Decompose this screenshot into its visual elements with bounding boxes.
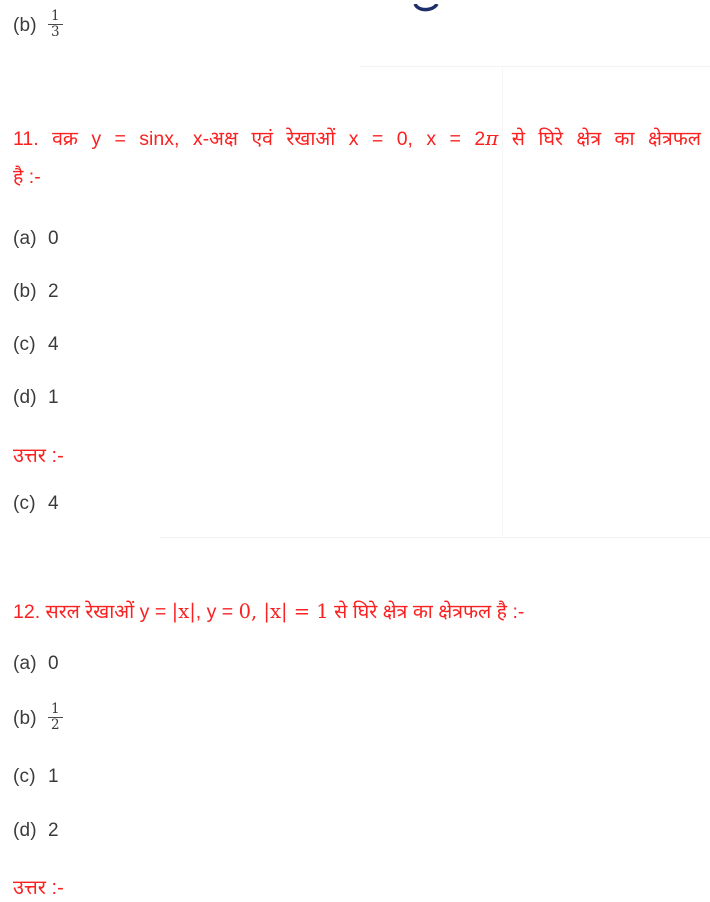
option-label: (d): [13, 820, 37, 841]
option-row-11d: [13, 387, 59, 409]
question-11-text-line2: है :-: [13, 166, 41, 188]
fraction-denominator: 2: [48, 717, 63, 733]
fraction-numerator: 1: [51, 8, 60, 24]
option-value: 0: [48, 228, 59, 249]
fraction-numerator: 1: [51, 701, 60, 717]
previous-answer-row: [13, 10, 63, 41]
option-value: 1: [48, 766, 59, 787]
question-12-seg1: 12. सरल रेखाओं y =: [13, 601, 172, 623]
question-11-seg2: से घिरे क्षेत्र का क्षेत्रफल: [498, 128, 701, 150]
option-label: (a): [13, 653, 37, 674]
option-row-11a: [13, 228, 59, 250]
option-row-12d: [13, 820, 59, 842]
option-value: 2: [48, 820, 59, 841]
fraction: [48, 9, 63, 40]
option-label: (c): [13, 334, 36, 355]
option-row-12b: [13, 703, 63, 734]
question-12-seg5: से घिरे क्षेत्र का क्षेत्रफल है :-: [328, 601, 525, 623]
answer-row-11: [13, 493, 59, 515]
option-label: (b): [13, 281, 37, 302]
option-value: 2: [48, 281, 59, 302]
fraction: [48, 702, 63, 733]
answer-value: 4: [48, 493, 59, 514]
fraction-denominator: 3: [48, 24, 63, 40]
option-label: (b): [13, 14, 37, 36]
answer-heading-11: उत्तर :-: [13, 445, 64, 467]
option-value: 0: [48, 653, 59, 674]
option-row-11c: [13, 334, 59, 356]
clipped-heading-descender-icon: [413, 0, 439, 9]
option-value: 1: [48, 387, 59, 408]
option-row-12a: [13, 653, 59, 675]
faint-divider-middle: [160, 537, 710, 538]
pi-symbol: π: [485, 126, 499, 150]
question-11-seg1: 11. वक्र y = sinx, x-अक्ष एवं रेखाओं x = 0, x = 2: [13, 128, 486, 150]
option-row-12c: [13, 766, 59, 788]
option-label: (a): [13, 228, 37, 249]
option-label: (b): [13, 707, 37, 729]
abs-x-equals-1-expression: 0, |x| = 1: [238, 600, 329, 623]
option-label: (c): [13, 766, 36, 787]
option-label: (d): [13, 387, 37, 408]
abs-x-expression: |x|: [171, 600, 196, 623]
answer-heading-12: उत्तर :-: [13, 877, 64, 899]
question-11-text-line1: [13, 126, 701, 152]
answer-label: (c): [13, 493, 36, 514]
question-12-seg3: , y =: [195, 601, 239, 623]
option-row-11b: [13, 281, 59, 303]
question-12-text: [13, 599, 524, 625]
option-value: 4: [48, 334, 59, 355]
faint-divider-top: [360, 66, 710, 67]
